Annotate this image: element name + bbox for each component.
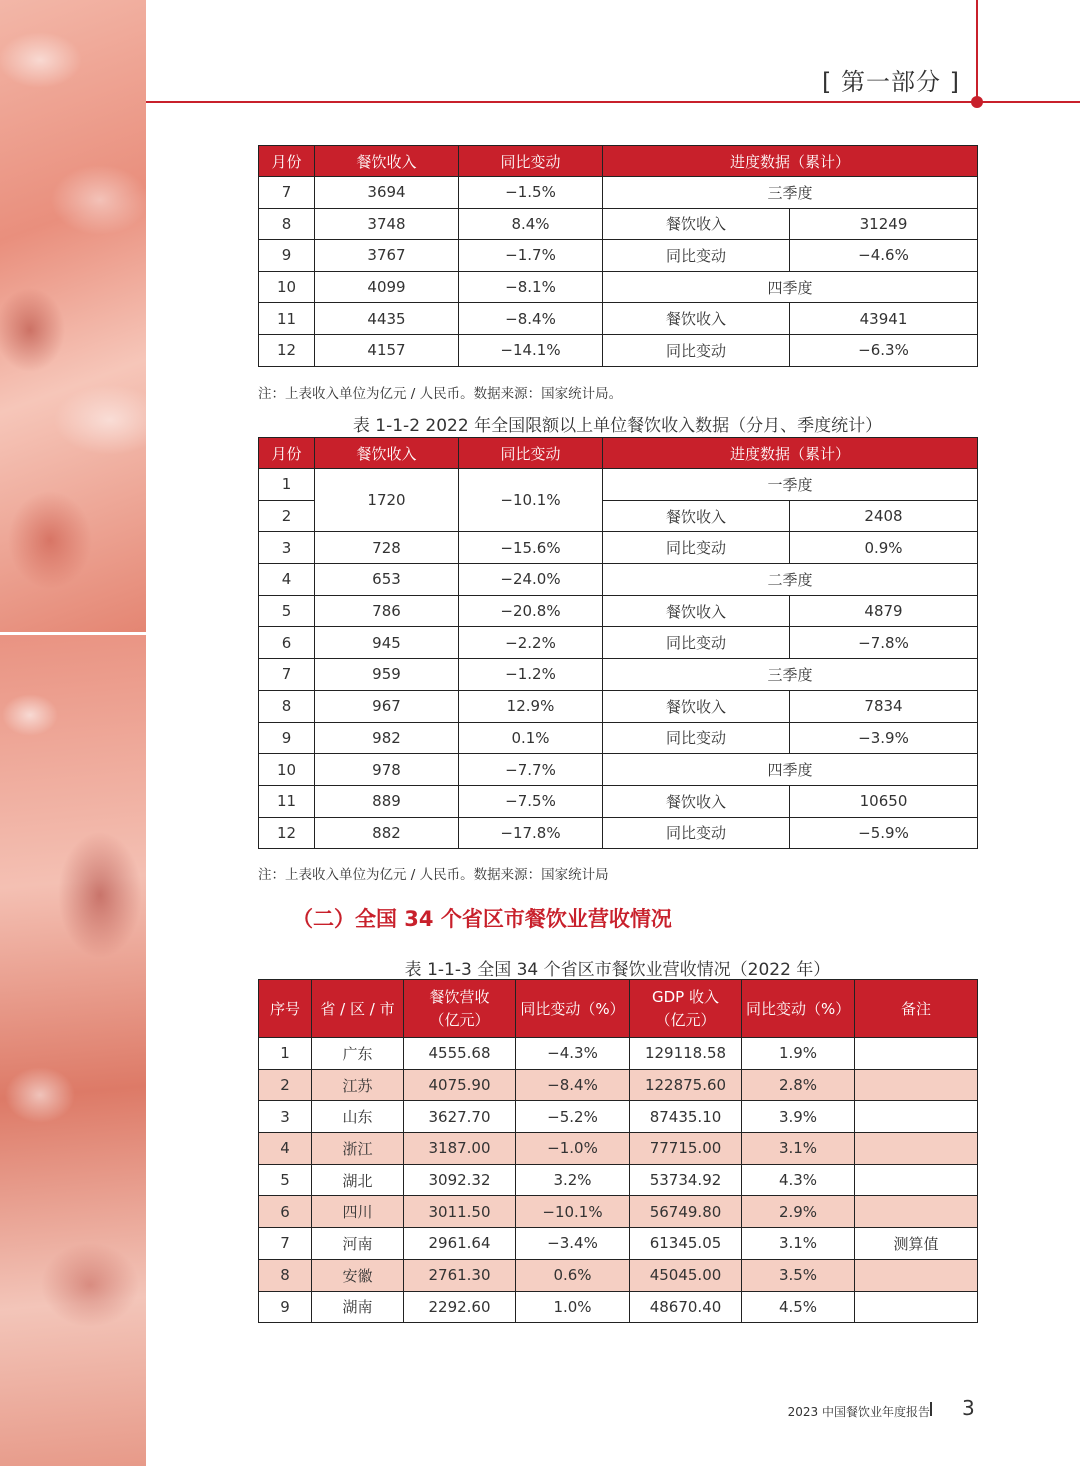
- cell-yoy: 12.9%: [459, 690, 603, 722]
- cell-province: 湖北: [312, 1164, 404, 1196]
- cell-cum-label: 同比变动: [603, 240, 790, 272]
- cell-yoy: −8.4%: [459, 303, 603, 335]
- cell-month: 8: [259, 208, 315, 240]
- cell-remarks: [855, 1259, 978, 1291]
- cell-index: 3: [259, 1101, 312, 1133]
- cell-cum-value: 2408: [790, 500, 978, 532]
- table-row: [259, 690, 978, 722]
- cell-yoy: −8.4%: [516, 1069, 630, 1101]
- cell-cum-value: 43941: [790, 303, 978, 335]
- cell-yoy: 0.6%: [516, 1259, 630, 1291]
- page-number: 3: [962, 1396, 975, 1420]
- header-catering-revenue: 餐饮营收 （亿元）: [404, 980, 516, 1038]
- cell-revenue: 728: [315, 532, 459, 564]
- cell-month: 9: [259, 722, 315, 754]
- cell-gdp-yoy: 4.5%: [742, 1291, 855, 1323]
- cell-cum-label: 餐饮收入: [603, 785, 790, 817]
- cell-revenue: 4555.68: [404, 1038, 516, 1070]
- cell-revenue: 3092.32: [404, 1164, 516, 1196]
- table2-note: 注：上表收入单位为亿元 / 人民币。数据来源：国家统计局: [258, 867, 609, 883]
- section-heading: （二）全国 34 个省区市餐饮业营收情况: [292, 907, 672, 931]
- cell-remarks: [855, 1101, 978, 1133]
- table-row: [259, 595, 978, 627]
- cell-gdp-yoy: 3.1%: [742, 1228, 855, 1260]
- cell-revenue: 959: [315, 659, 459, 691]
- cell-cum-label: 同比变动: [603, 722, 790, 754]
- cell-month: 2: [259, 500, 315, 532]
- table-row: [259, 564, 978, 596]
- cell-gdp-yoy: 3.9%: [742, 1101, 855, 1133]
- report-title-footer: 2023 中国餐饮业年度报告: [787, 1405, 930, 1419]
- header-vertical-rule: [976, 0, 978, 101]
- cell-revenue: 3767: [315, 240, 459, 272]
- cell-yoy: −20.8%: [459, 595, 603, 627]
- table-row: [259, 754, 978, 786]
- header-revenue: 餐饮收入: [315, 438, 459, 469]
- header-gdp-yoy: 同比变动（%）: [742, 980, 855, 1038]
- cell-index: 9: [259, 1291, 312, 1323]
- table-row: [259, 1196, 978, 1228]
- cell-month: 1: [259, 469, 315, 501]
- header-progress: 进度数据（累计）: [603, 146, 978, 177]
- footer-divider: [930, 1402, 932, 1416]
- table-row: [259, 177, 978, 209]
- cell-index: 4: [259, 1133, 312, 1165]
- table-row: [259, 469, 978, 501]
- cell-province: 山东: [312, 1101, 404, 1133]
- cell-remarks: [855, 1133, 978, 1165]
- cell-index: 6: [259, 1196, 312, 1228]
- cell-revenue: 786: [315, 595, 459, 627]
- table-row: [259, 659, 978, 691]
- cell-revenue: 2292.60: [404, 1291, 516, 1323]
- cell-cum-label: 同比变动: [603, 334, 790, 366]
- cell-remarks: 测算值: [855, 1228, 978, 1260]
- cell-gdp-yoy: 2.9%: [742, 1196, 855, 1228]
- table-row: [259, 532, 978, 564]
- cell-revenue: 2961.64: [404, 1228, 516, 1260]
- cell-gdp-yoy: 4.3%: [742, 1164, 855, 1196]
- cell-quarter-label: 四季度: [603, 271, 978, 303]
- table-row: [259, 303, 978, 335]
- cell-gdp: 77715.00: [630, 1133, 742, 1165]
- cell-cum-label: 同比变动: [603, 532, 790, 564]
- cell-cum-label: 餐饮收入: [603, 595, 790, 627]
- cell-gdp: 45045.00: [630, 1259, 742, 1291]
- cell-cum-value: −4.6%: [790, 240, 978, 272]
- header-revenue: 餐饮收入: [315, 146, 459, 177]
- section-label: [ 第一部分 ]: [822, 68, 960, 96]
- cell-remarks: [855, 1164, 978, 1196]
- cell-yoy: 8.4%: [459, 208, 603, 240]
- cell-month: 6: [259, 627, 315, 659]
- cell-revenue: 967: [315, 690, 459, 722]
- cell-quarter-label: 二季度: [603, 564, 978, 596]
- cell-gdp-yoy: 3.1%: [742, 1133, 855, 1165]
- cell-month: 11: [259, 303, 315, 335]
- cell-yoy: −1.5%: [459, 177, 603, 209]
- cell-month: 4: [259, 564, 315, 596]
- cell-month: 3: [259, 532, 315, 564]
- cell-revenue: 653: [315, 564, 459, 596]
- cell-revenue: 1720: [315, 469, 459, 532]
- cell-gdp: 129118.58: [630, 1038, 742, 1070]
- cell-yoy: −15.6%: [459, 532, 603, 564]
- table-row: [259, 1291, 978, 1323]
- cell-revenue: 882: [315, 817, 459, 849]
- cell-yoy: −1.0%: [516, 1133, 630, 1165]
- above-quota-revenue-table: [258, 437, 978, 849]
- table-row: [259, 1038, 978, 1070]
- cell-cum-value: 31249: [790, 208, 978, 240]
- table-header-row: [259, 146, 978, 177]
- cell-yoy: −2.2%: [459, 627, 603, 659]
- cell-month: 12: [259, 334, 315, 366]
- cell-month: 7: [259, 659, 315, 691]
- cell-yoy: −1.7%: [459, 240, 603, 272]
- cell-quarter-label: 四季度: [603, 754, 978, 786]
- cell-revenue: 982: [315, 722, 459, 754]
- cell-remarks: [855, 1196, 978, 1228]
- table-row: [259, 240, 978, 272]
- cell-cum-label: 同比变动: [603, 627, 790, 659]
- cell-yoy: −3.4%: [516, 1228, 630, 1260]
- cell-quarter-label: 三季度: [603, 659, 978, 691]
- cell-gdp: 61345.05: [630, 1228, 742, 1260]
- cell-gdp: 122875.60: [630, 1069, 742, 1101]
- cell-yoy: −7.7%: [459, 754, 603, 786]
- table-row: [259, 1133, 978, 1165]
- cell-cum-value: −3.9%: [790, 722, 978, 754]
- header-index: 序号: [259, 980, 312, 1038]
- cell-yoy: 1.0%: [516, 1291, 630, 1323]
- table-header-row: [259, 980, 978, 1038]
- cell-gdp-yoy: 3.5%: [742, 1259, 855, 1291]
- cell-cum-value: −6.3%: [790, 334, 978, 366]
- cell-revenue: 978: [315, 754, 459, 786]
- cell-yoy: −4.3%: [516, 1038, 630, 1070]
- cell-remarks: [855, 1038, 978, 1070]
- cell-revenue: 945: [315, 627, 459, 659]
- cell-revenue: 3694: [315, 177, 459, 209]
- cell-index: 5: [259, 1164, 312, 1196]
- table-row: [259, 1101, 978, 1133]
- cell-month: 8: [259, 690, 315, 722]
- cell-gdp-yoy: 1.9%: [742, 1038, 855, 1070]
- cell-yoy: −10.1%: [516, 1196, 630, 1228]
- cell-revenue: 3187.00: [404, 1133, 516, 1165]
- header-catering-yoy: 同比变动（%）: [516, 980, 630, 1038]
- header-yoy: 同比变动: [459, 438, 603, 469]
- table-row: [259, 722, 978, 754]
- cell-index: 7: [259, 1228, 312, 1260]
- cell-revenue: 4435: [315, 303, 459, 335]
- cell-province: 江苏: [312, 1069, 404, 1101]
- cell-gdp: 87435.10: [630, 1101, 742, 1133]
- table-row: [259, 785, 978, 817]
- cell-quarter-label: 一季度: [603, 469, 978, 501]
- cell-revenue: 4075.90: [404, 1069, 516, 1101]
- table-row: [259, 1228, 978, 1260]
- cell-gdp-yoy: 2.8%: [742, 1069, 855, 1101]
- cell-yoy: −5.2%: [516, 1101, 630, 1133]
- cell-revenue: 4157: [315, 334, 459, 366]
- table-row: [259, 1164, 978, 1196]
- cell-cum-value: 10650: [790, 785, 978, 817]
- cell-cum-value: 7834: [790, 690, 978, 722]
- cell-cum-label: 餐饮收入: [603, 208, 790, 240]
- table2-caption: 表 1-1-2 2022 年全国限额以上单位餐饮收入数据（分月、季度统计）: [352, 416, 883, 436]
- cell-yoy: −7.5%: [459, 785, 603, 817]
- table-row: [259, 817, 978, 849]
- header-month: 月份: [259, 146, 315, 177]
- cell-cum-label: 餐饮收入: [603, 500, 790, 532]
- cell-month: 5: [259, 595, 315, 627]
- cell-revenue: 2761.30: [404, 1259, 516, 1291]
- header-remarks: 备注: [855, 980, 978, 1038]
- cell-month: 9: [259, 240, 315, 272]
- cell-cum-label: 餐饮收入: [603, 690, 790, 722]
- cell-revenue: 3748: [315, 208, 459, 240]
- cell-province: 湖南: [312, 1291, 404, 1323]
- cell-revenue: 3011.50: [404, 1196, 516, 1228]
- cell-province: 四川: [312, 1196, 404, 1228]
- header-province: 省 / 区 / 市: [312, 980, 404, 1038]
- cell-index: 1: [259, 1038, 312, 1070]
- cell-yoy: −17.8%: [459, 817, 603, 849]
- table-row: [259, 627, 978, 659]
- cell-province: 安徽: [312, 1259, 404, 1291]
- cell-yoy: −8.1%: [459, 271, 603, 303]
- cell-cum-value: −7.8%: [790, 627, 978, 659]
- table-row: [259, 271, 978, 303]
- cell-remarks: [855, 1069, 978, 1101]
- cell-month: 10: [259, 754, 315, 786]
- cell-gdp: 56749.80: [630, 1196, 742, 1228]
- cell-gdp: 53734.92: [630, 1164, 742, 1196]
- cell-month: 7: [259, 177, 315, 209]
- header-month: 月份: [259, 438, 315, 469]
- cell-index: 2: [259, 1069, 312, 1101]
- cell-cum-value: 4879: [790, 595, 978, 627]
- cell-index: 8: [259, 1259, 312, 1291]
- header-horizontal-rule: [146, 101, 1080, 103]
- cell-cum-value: −5.9%: [790, 817, 978, 849]
- cell-revenue: 3627.70: [404, 1101, 516, 1133]
- cell-yoy: −14.1%: [459, 334, 603, 366]
- cell-revenue: 4099: [315, 271, 459, 303]
- table-row: [259, 208, 978, 240]
- header-progress: 进度数据（累计）: [603, 438, 978, 469]
- side-photo-top: [0, 0, 146, 635]
- header-gdp: GDP 收入 （亿元）: [630, 980, 742, 1038]
- cell-yoy: −24.0%: [459, 564, 603, 596]
- header-yoy: 同比变动: [459, 146, 603, 177]
- cell-yoy: −10.1%: [459, 469, 603, 532]
- cell-cum-value: 0.9%: [790, 532, 978, 564]
- province-revenue-table: [258, 979, 978, 1323]
- header-rule-dot: [971, 96, 983, 108]
- cell-yoy: −1.2%: [459, 659, 603, 691]
- cell-province: 浙江: [312, 1133, 404, 1165]
- cell-quarter-label: 三季度: [603, 177, 978, 209]
- cell-gdp: 48670.40: [630, 1291, 742, 1323]
- cell-yoy: 3.2%: [516, 1164, 630, 1196]
- table-row: [259, 334, 978, 366]
- side-photo-bottom: [0, 635, 146, 1466]
- cell-cum-label: 同比变动: [603, 817, 790, 849]
- cell-yoy: 0.1%: [459, 722, 603, 754]
- cell-province: 河南: [312, 1228, 404, 1260]
- cell-remarks: [855, 1291, 978, 1323]
- table1-note: 注：上表收入单位为亿元 / 人民币。数据来源：国家统计局。: [258, 386, 623, 402]
- table-header-row: [259, 438, 978, 469]
- side-decorative-photo: [0, 0, 146, 1466]
- cell-month: 10: [259, 271, 315, 303]
- monthly-revenue-table-continued: [258, 145, 978, 367]
- cell-month: 11: [259, 785, 315, 817]
- table3-caption: 表 1-1-3 全国 34 个省区市餐饮业营收情况（2022 年）: [404, 960, 831, 980]
- cell-cum-label: 餐饮收入: [603, 303, 790, 335]
- cell-revenue: 889: [315, 785, 459, 817]
- cell-province: 广东: [312, 1038, 404, 1070]
- cell-month: 12: [259, 817, 315, 849]
- table-row: [259, 1259, 978, 1291]
- table-row: [259, 1069, 978, 1101]
